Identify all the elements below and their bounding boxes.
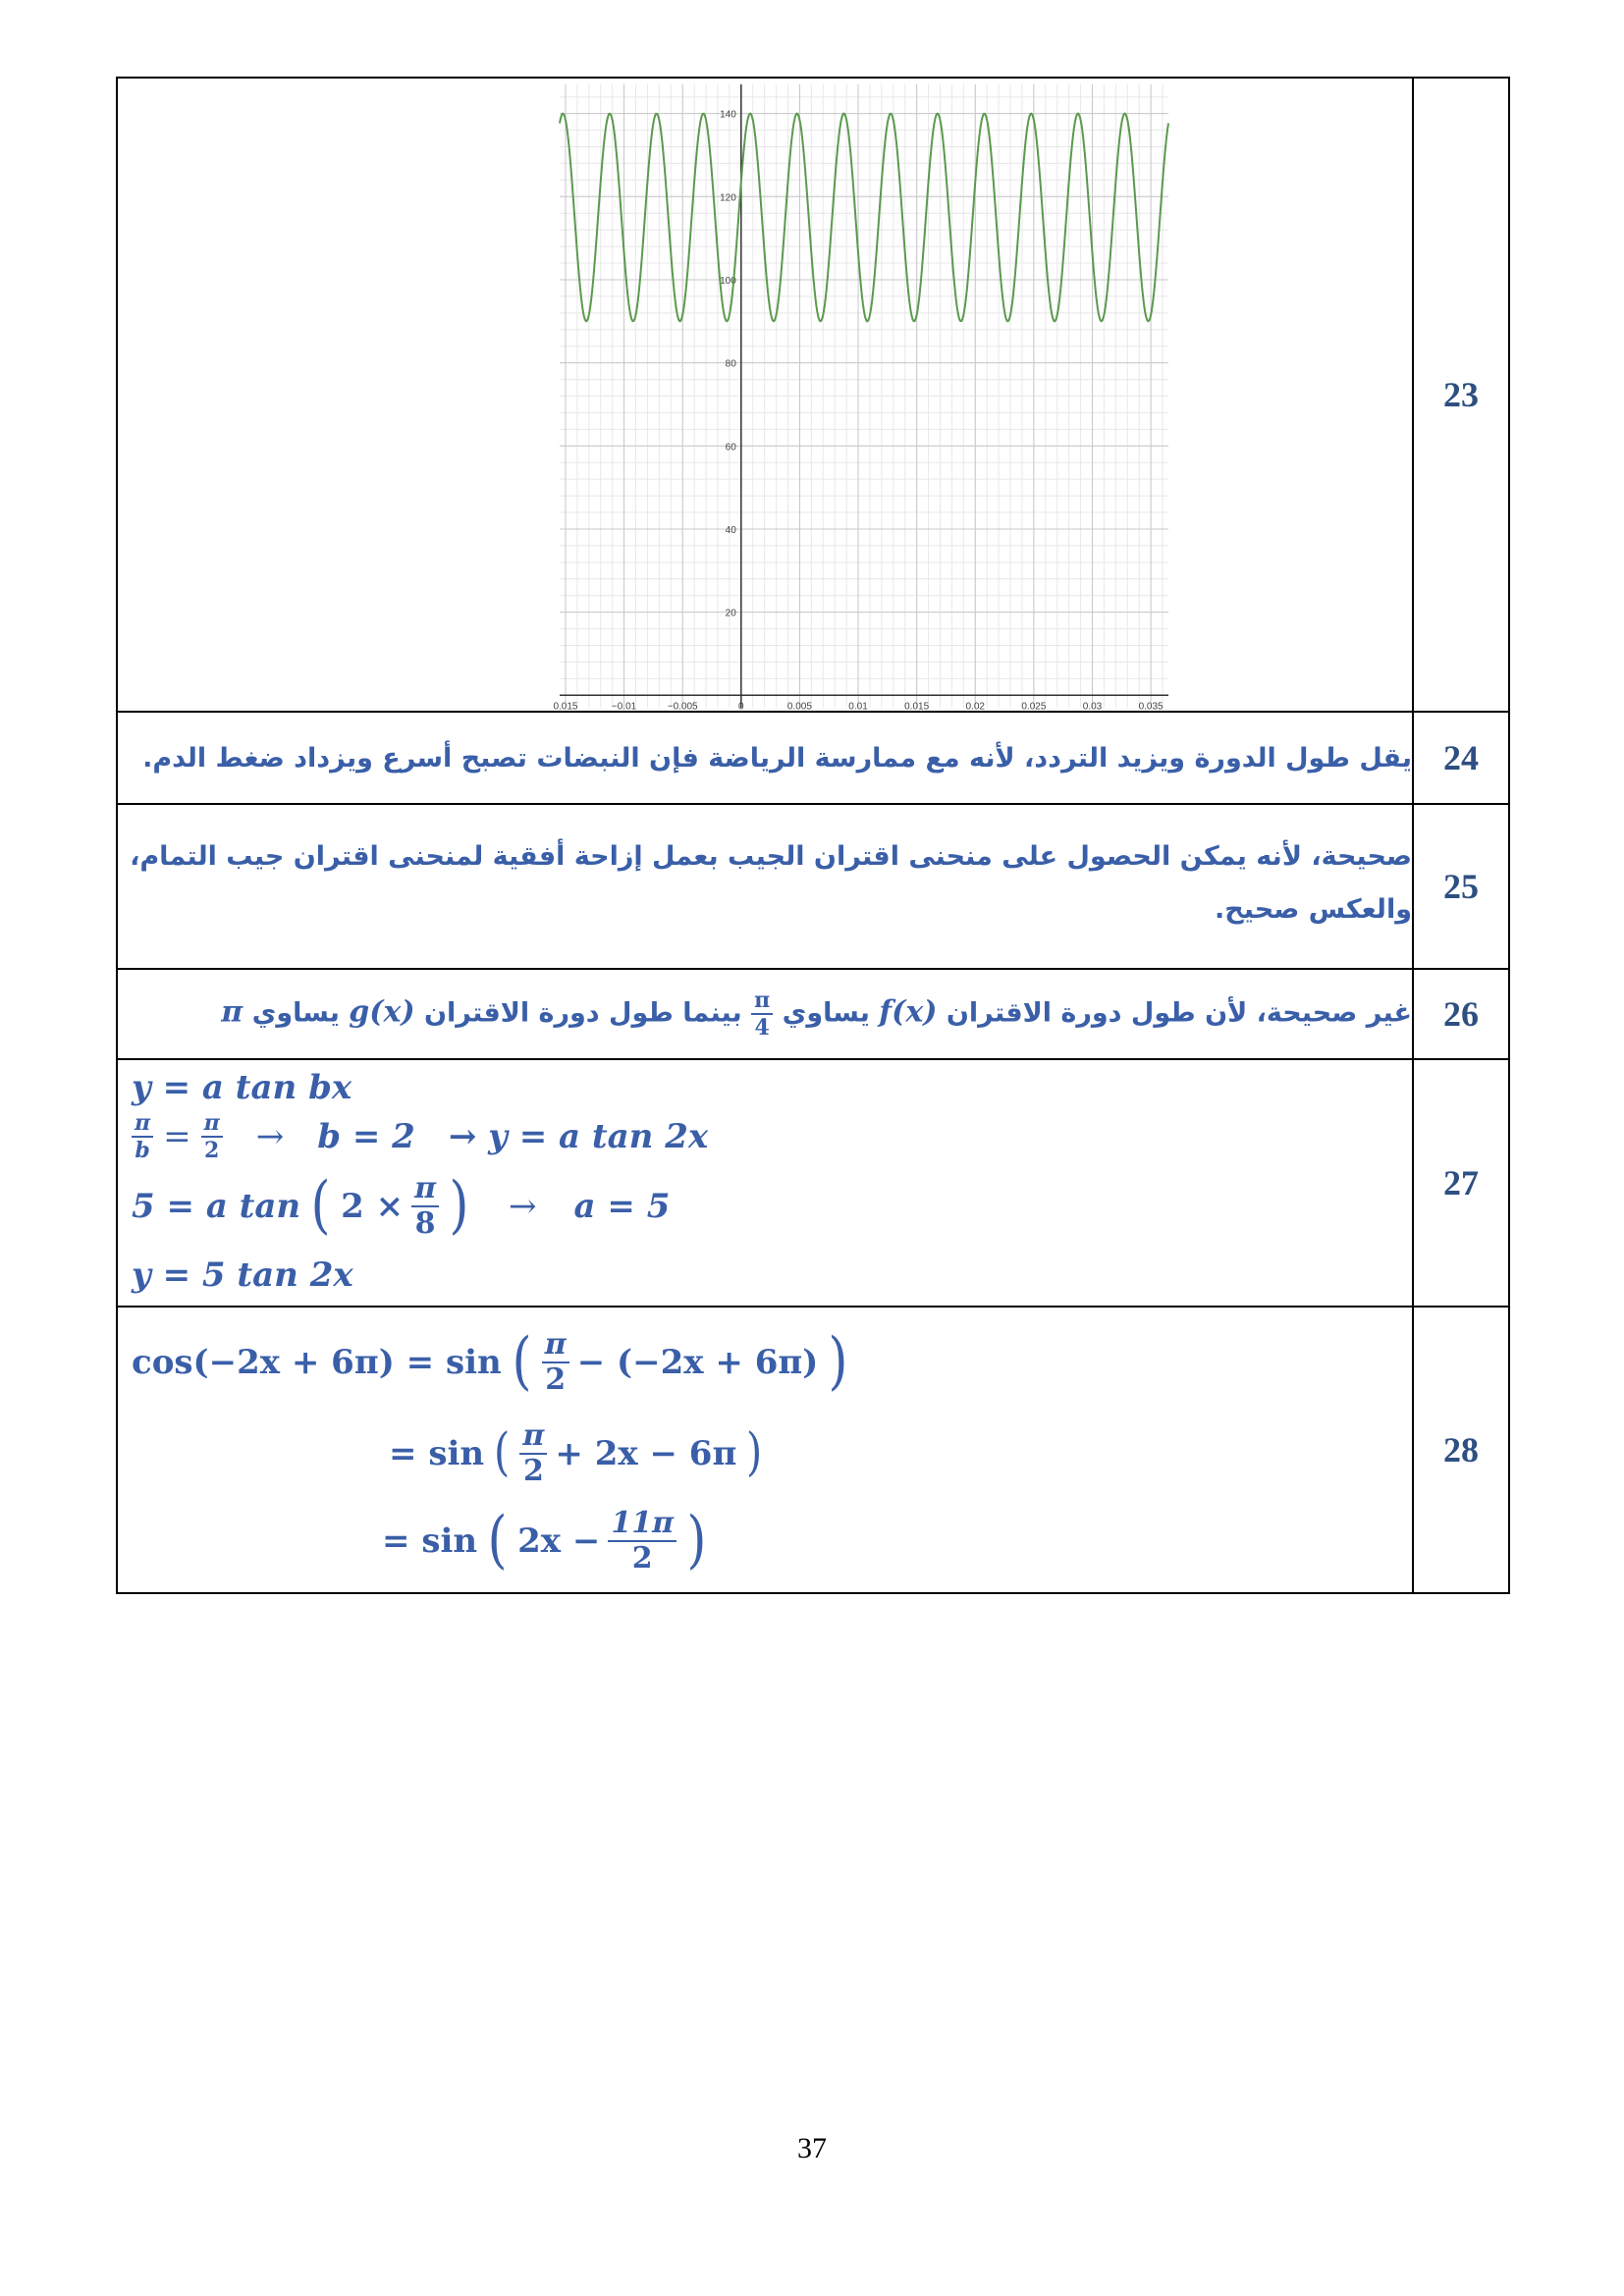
table-row [117, 1307, 1509, 1593]
y-tick-label: 80 [725, 358, 736, 370]
pi-over-2: $\frac{\pi}{2}$ [519, 1421, 547, 1486]
table-row [117, 712, 1509, 804]
x-tick-label: −0.005 [667, 701, 698, 713]
table-row [117, 969, 1509, 1059]
row-23-content [117, 78, 1413, 712]
x-tick-label: 0.005 [786, 701, 812, 713]
row-26-text-4: يساوي [251, 997, 340, 1029]
row-26-text-2: يساوي [782, 997, 870, 1029]
x-tick-label: 0.03 [1082, 701, 1103, 713]
row-number: 25 [1413, 804, 1509, 969]
y-tick-label: 40 [725, 524, 736, 536]
pi-over-2: $\frac{\pi}{2}$ [542, 1330, 569, 1395]
eleven-pi-over-2: $\frac{11\pi}{2}$ [608, 1509, 677, 1574]
row-27-line-2: $\frac{\pi}{b}$ = $\frac{\pi}{2}$ → b = 2 → y = a tan 2x [132, 1110, 1412, 1163]
x-tick-label: 0.025 [1021, 701, 1047, 713]
sine-graph [553, 84, 1168, 713]
row-25-content [117, 804, 1413, 969]
g-of-x: g(x) [349, 994, 415, 1030]
x-tick-label: 0.035 [1138, 701, 1164, 713]
table-row [117, 78, 1509, 712]
answers-table [116, 77, 1510, 1594]
table-row [117, 1059, 1509, 1307]
y-tick-label: 20 [725, 608, 736, 619]
row-number: 23 [1413, 78, 1509, 712]
row-26-text-3: بينما طول دورة الاقتران [423, 997, 742, 1029]
row-27-line-3: 5 = a tan ( 2 × $\frac{\pi}{8}$ ) → a = 5 [132, 1169, 671, 1243]
x-tick-label: 0.02 [965, 701, 986, 713]
pi-symbol: π [221, 994, 244, 1030]
x-tick-label: 0.015 [904, 701, 930, 713]
row-27-content [117, 1059, 1413, 1307]
x-tick-label: 0 [738, 701, 744, 713]
x-tick-label: 0.015 [553, 701, 578, 713]
row-25-line-2: والعكس صحيح. [1215, 894, 1412, 925]
page-number: 37 [797, 2132, 827, 2164]
row-26-content [117, 969, 1413, 1059]
pi-over-2: $\frac{\pi}{2}$ [201, 1112, 223, 1161]
y-tick-label: 60 [725, 442, 736, 454]
x-tick-label: −0.01 [611, 701, 637, 713]
row-number: 26 [1413, 969, 1509, 1059]
row-27-line-4: y = 5 tan 2x [132, 1255, 353, 1295]
row-28-content [117, 1307, 1413, 1593]
f-of-x: f(x) [879, 994, 938, 1030]
x-tick-label: 0.01 [848, 701, 868, 713]
row-24-content: يقل طول الدورة ويزيد التردد، لأنه مع ممارسة الرياضة فإن النبضات تصبح أسرع ويزداد ضغط الدم. [117, 712, 1413, 804]
row-26-text-1: غير صحيحة، لأن طول دورة الاقتران [946, 997, 1412, 1029]
row-25-line-1: صحيحة، لأنه يمكن الحصول على منحنى اقتران الجيب بعمل إزاحة أفقية لمنحنى اقتران جيب التمام، [130, 841, 1412, 872]
y-tick-label: 140 [720, 109, 736, 121]
pi-over-8: $\frac{\pi}{8}$ [411, 1174, 439, 1239]
pi-over-b: $\frac{\pi}{b}$ [132, 1112, 153, 1161]
row-number: 28 [1413, 1307, 1509, 1593]
row-27-line-1: y = a tan bx [132, 1068, 352, 1107]
row-number: 24 [1413, 712, 1509, 804]
row-28-line-2: = sin ( $\frac{\pi}{2}$ + 2x − 6π ) [389, 1418, 763, 1488]
table-row [117, 804, 1509, 969]
row-number: 27 [1413, 1059, 1509, 1307]
row-28-line-1: cos(−2x + 6π) = sin ( $\frac{\pi}{2}$ − (−2x + 6π) ) [132, 1325, 848, 1399]
row-28-line-3: = sin ( 2x − $\frac{11\pi}{2}$ ) [382, 1504, 707, 1577]
y-tick-label: 100 [720, 275, 736, 287]
pi-over-4: $\frac{\pi}{4}$ [751, 989, 773, 1039]
y-tick-label: 120 [720, 192, 736, 204]
